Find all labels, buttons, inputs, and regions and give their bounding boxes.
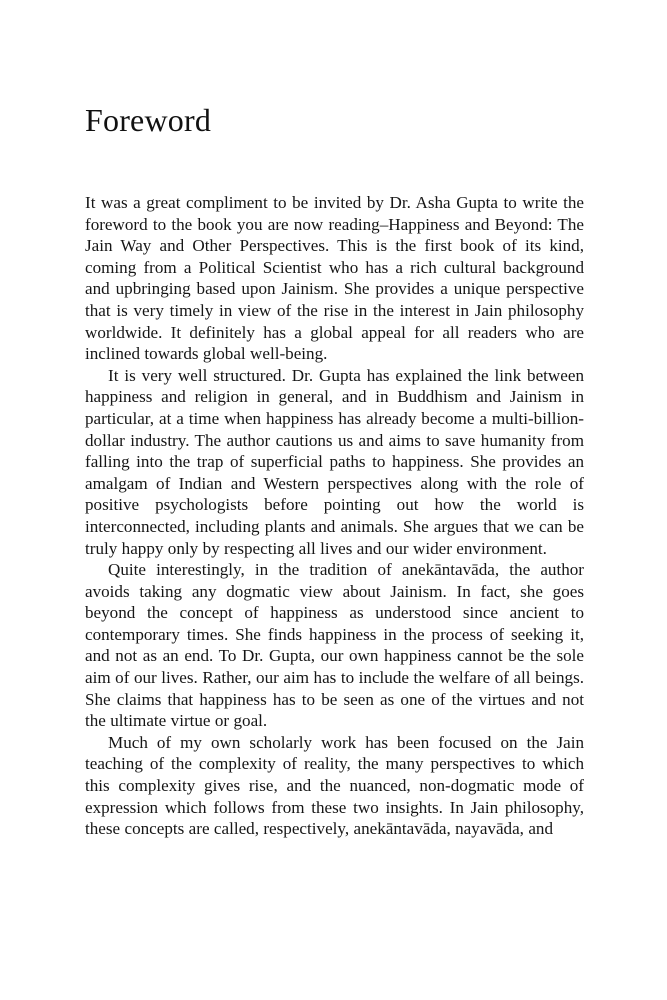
body-text xyxy=(85,192,584,840)
paragraph: Much of my own scholarly work has been focused on the Jain teaching of the complexity of reality, the many perspectives to which this complexity gives rise, and the nuanced, non-dogmatic mode of expression which follows from these two insights. In Jain philosophy, these concepts are called, respectively, anekāntavāda, nayavāda, and xyxy=(85,732,584,839)
text-column xyxy=(85,0,584,840)
page-title: Foreword xyxy=(85,102,212,138)
paragraph: It was a great compliment to be invited by Dr. Asha Gupta to write the foreword to the book you are now reading–Happiness and Beyond: The Jain Way and Other Perspectives. This is the first book of its kind, coming from a Political Scientist who has a rich cultural background and upbringing based upon Jainism. She provides a unique perspective that is very timely in view of the rise in the interest in Jain philosophy worldwide. It definitely has a global appeal for all readers who are inclined towards global well-being. xyxy=(85,193,584,364)
paragraph: It is very well structured. Dr. Gupta has explained the link between happiness and religion in general, and in Buddhism and Jainism in particular, at a time when happiness has already become a multi-billion-dollar industry. The author cautions us and aims to save humanity from falling into the trap of superficial paths to happiness. She provides an amalgam of Indian and Western perspectives along with the role of positive psychologists before pointing out how the world is interconnected, including plants and animals. She argues that we can be truly happy only by respecting all lives and our wider environment. xyxy=(85,365,584,558)
paragraph: Quite interestingly, in the tradition of anekāntavāda, the author avoids taking any dogmatic view about Jainism. In fact, she goes beyond the concept of happiness as understood since ancient to contemporary times. She finds happiness in the process of seeking it, and not as an end. To Dr. Gupta, our own happiness cannot be the sole aim of our lives. Rather, our aim has to include the welfare of all beings. She claims that happiness has to be seen as one of the virtues and not the ultimate virtue or goal. xyxy=(85,560,584,731)
